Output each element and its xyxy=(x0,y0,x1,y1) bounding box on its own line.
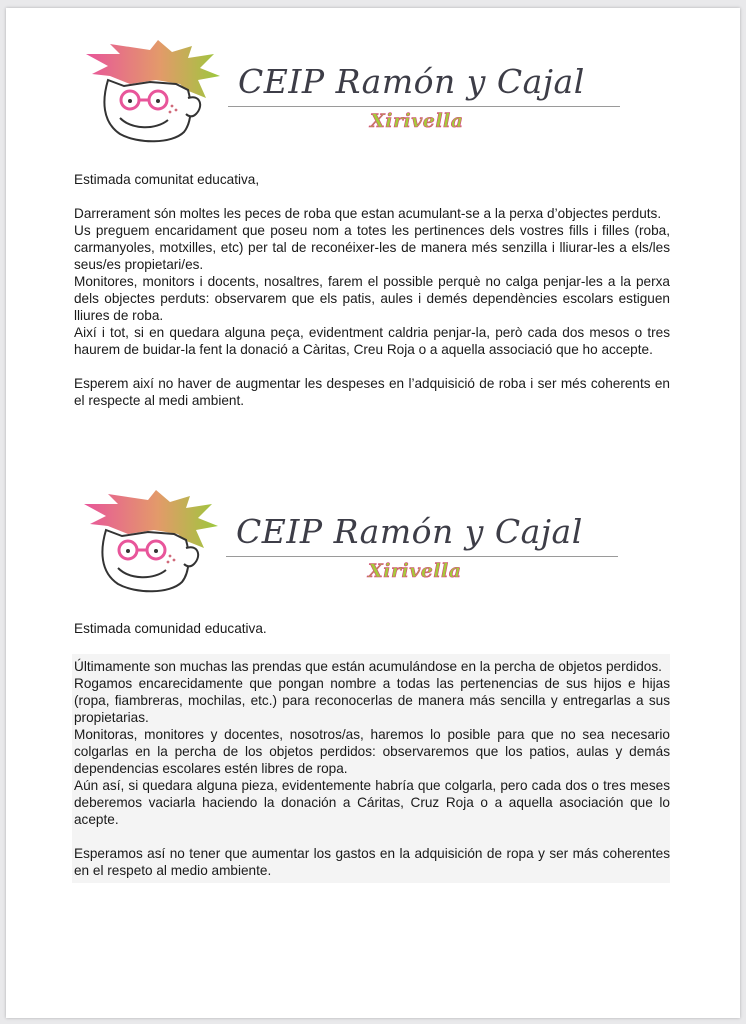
letter-body xyxy=(72,654,670,883)
letter-spanish xyxy=(74,620,670,883)
school-name: CEIP Ramón y Cajal xyxy=(238,62,585,101)
letter-paragraph: Últimamente son muchas las prendas que están acumulándose en la percha de objetos perdidos. xyxy=(74,659,662,674)
letter-paragraph: Darrerament són moltes les peces de roba que estan acumulant-se a la perxa d’objectes perduts. xyxy=(74,206,662,221)
letter-closing: Esperem així no haver de augmentar les despeses en l’adquisició de roba i ser més coherents en el respecte al medi ambient. xyxy=(74,376,670,408)
letter-valencian xyxy=(74,171,670,409)
header-divider xyxy=(226,556,618,557)
letter-closing: Esperamos así no tener que aumentar los gastos en la adquisición de ropa y ser más coherentes en el respeto al medio ambiente. xyxy=(74,846,670,878)
letter-paragraph: Us preguem encaridament que poseu nom a totes les pertinences dels vostres fills i filles (roba, carmanyoles, motxilles, etc) per tal de reconéixer-les de manera més senzilla i lliurar-les a els/les seus/es propietari/es. xyxy=(74,223,670,272)
school-logo-header xyxy=(80,40,640,150)
letter-paragraph: Aún así, si quedara alguna pieza, evidentemente habría que colgarla, pero cada dos o tres meses deberemos vaciarla haciendo la donación a Cáritas, Cruz Roja o a aquella asociación que lo acepte. xyxy=(74,778,670,827)
letter-greeting: Estimada comunitat educativa, xyxy=(74,172,260,187)
school-mascot-logo xyxy=(80,40,230,145)
letter-paragraph: Monitoras, monitores y docentes, nosotros/as, haremos lo posible para que no sea necesario colgarlas en la percha de los objetos perdidos: observaremos que los patios, aulas y demás dependencias escolares estén libres de ropa. xyxy=(74,727,670,776)
town-name: Xirivella xyxy=(368,560,462,582)
header-divider xyxy=(228,106,620,107)
school-mascot-logo xyxy=(78,490,228,595)
school-name: CEIP Ramón y Cajal xyxy=(236,512,583,551)
school-logo-header xyxy=(78,490,638,600)
letter-paragraph: Així i tot, si en quedara alguna peça, evidentment caldria penjar-la, però cada dos mesos o tres haurem de buidar-la fent la donació a Càritas, Creu Roja o a aquella associació que ho accepte. xyxy=(74,325,670,357)
letter-greeting: Estimada comunidad educativa. xyxy=(74,621,267,636)
document-page xyxy=(6,8,740,1018)
town-name: Xirivella xyxy=(370,110,464,132)
letter-paragraph: Monitores, monitors i docents, nosaltres, farem el possible perquè no calga penjar-les a la perxa dels objectes perduts: observarem que els patis, aules i demés dependències escolars estiguen lliures de roba. xyxy=(74,274,670,323)
letter-paragraph: Rogamos encarecidamente que pongan nombre a todas las pertenencias de sus hijos e hijas (ropa, fiambreras, mochilas, etc.) para reconocerlas de manera más sencilla y entregarlas a sus propietarias. xyxy=(74,676,670,725)
